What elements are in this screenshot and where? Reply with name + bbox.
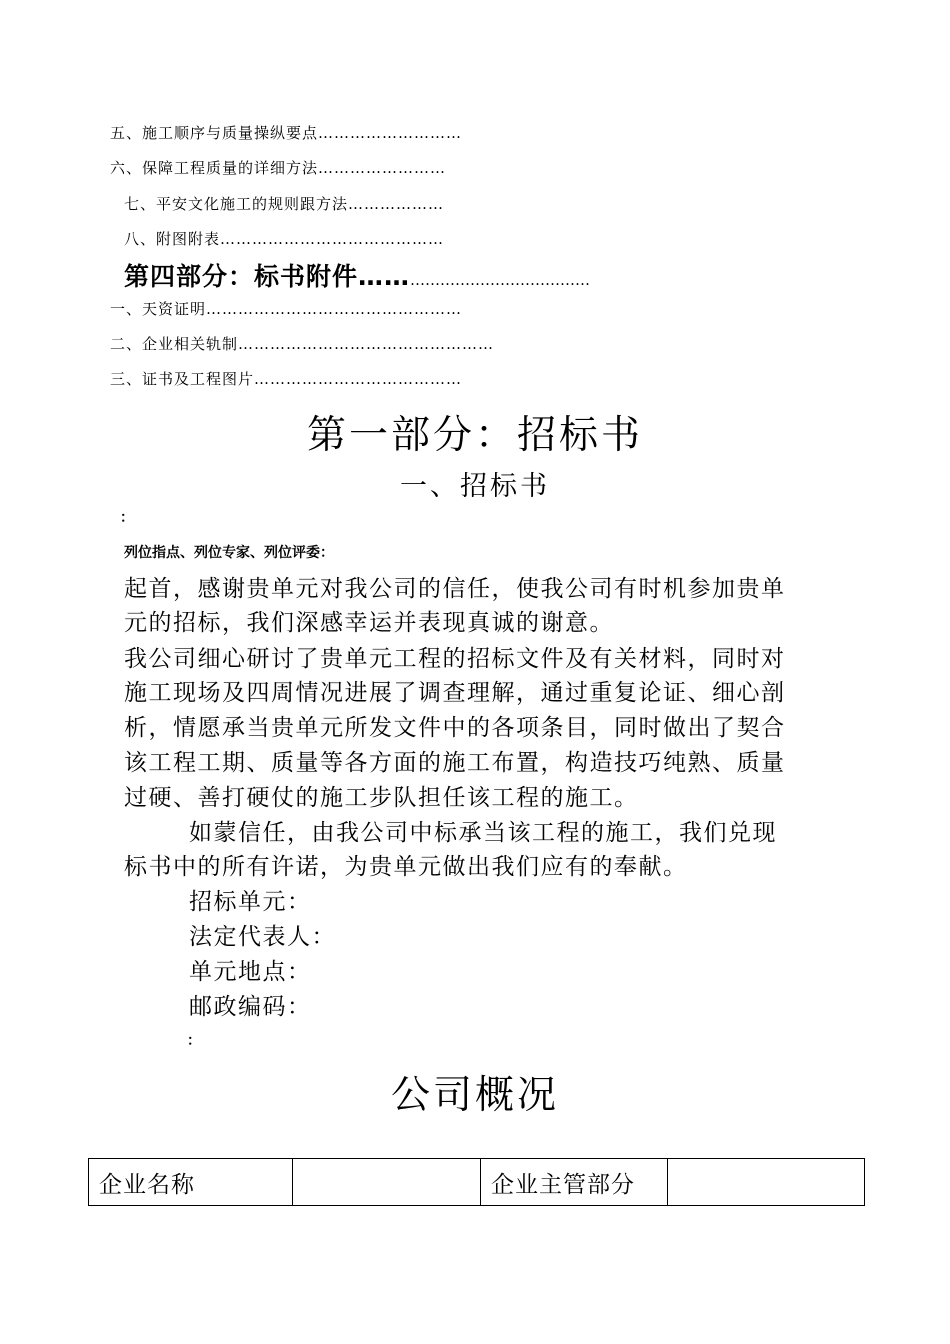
salutation: 列位指点、列位专家、列位评委： (124, 545, 334, 561)
section-title: 第一部分：招标书 (306, 413, 643, 458)
table-cell-company-name-value[interactable] (293, 1159, 481, 1206)
table-cell-supervisor-label: 企业主管部分 (481, 1159, 668, 1206)
paragraph-line: 施工现场及四周情况进展了调查理解，通过重复论证、细心剖 (124, 680, 786, 706)
paragraph-line: 过硬、善打硬仗的施工步队担任该工程的施工。 (124, 785, 639, 811)
toc-item-8[interactable]: 八、附图附表…………………………………… (124, 230, 445, 248)
paragraph-line: 元的招标，我们深感幸运并表现真诚的谢意。 (124, 610, 614, 636)
toc-item-b1[interactable]: 一、天资证明………………………………………… (110, 300, 463, 318)
field-unit-address: 单元地点： (189, 959, 312, 985)
colon-mark: ： (120, 510, 134, 526)
paragraph-line: 我公司细心研讨了贵单元工程的招标文件及有关材料，同时对 (124, 646, 786, 672)
table-cell-company-name-label: 企业名称 (89, 1159, 293, 1206)
promise-line: 如蒙信任，由我公司中标承当该工程的施工，我们兑现 (189, 820, 777, 846)
field-bidding-unit: 招标单元： (189, 889, 312, 915)
paragraph-line: 该工程工期、质量等各方面的施工布置，构造技巧纯熟、质量 (124, 750, 786, 776)
toc-item-7[interactable]: 七、平安文化施工的规则跟方法……………… (124, 195, 445, 213)
section-subtitle: 一、招标书 (400, 471, 550, 502)
field-postal-code: 邮政编码： (189, 994, 312, 1020)
paragraph-line: 起首，感谢贵单元对我公司的信任，使我公司有时机参加贵单 (124, 576, 786, 602)
company-title: 公司概况 (390, 1073, 559, 1118)
toc-part4-heading[interactable]: 第四部分：标书附件…………………………………… (124, 262, 591, 291)
toc-item-5[interactable]: 五、施工顺序与质量操纵要点……………………… (110, 124, 463, 142)
end-mark: ： (187, 1033, 201, 1049)
company-info-table (88, 1158, 865, 1206)
paragraph-line: 析，情愿承当贵单元所发文件中的各项条目，同时做出了契合 (124, 715, 786, 741)
table-row (89, 1159, 865, 1206)
promise-line: 标书中的所有许诺，为贵单元做出我们应有的奉献。 (124, 854, 688, 880)
table-cell-supervisor-value[interactable] (668, 1159, 865, 1206)
toc-item-6[interactable]: 六、保障工程质量的详细方法…………………… (110, 159, 447, 177)
field-legal-representative: 法定代表人： (189, 924, 336, 950)
toc-item-b2[interactable]: 二、企业相关轨制………………………………………… (110, 335, 495, 353)
toc-item-b3[interactable]: 三、证书及工程图片………………………………… (110, 370, 463, 388)
